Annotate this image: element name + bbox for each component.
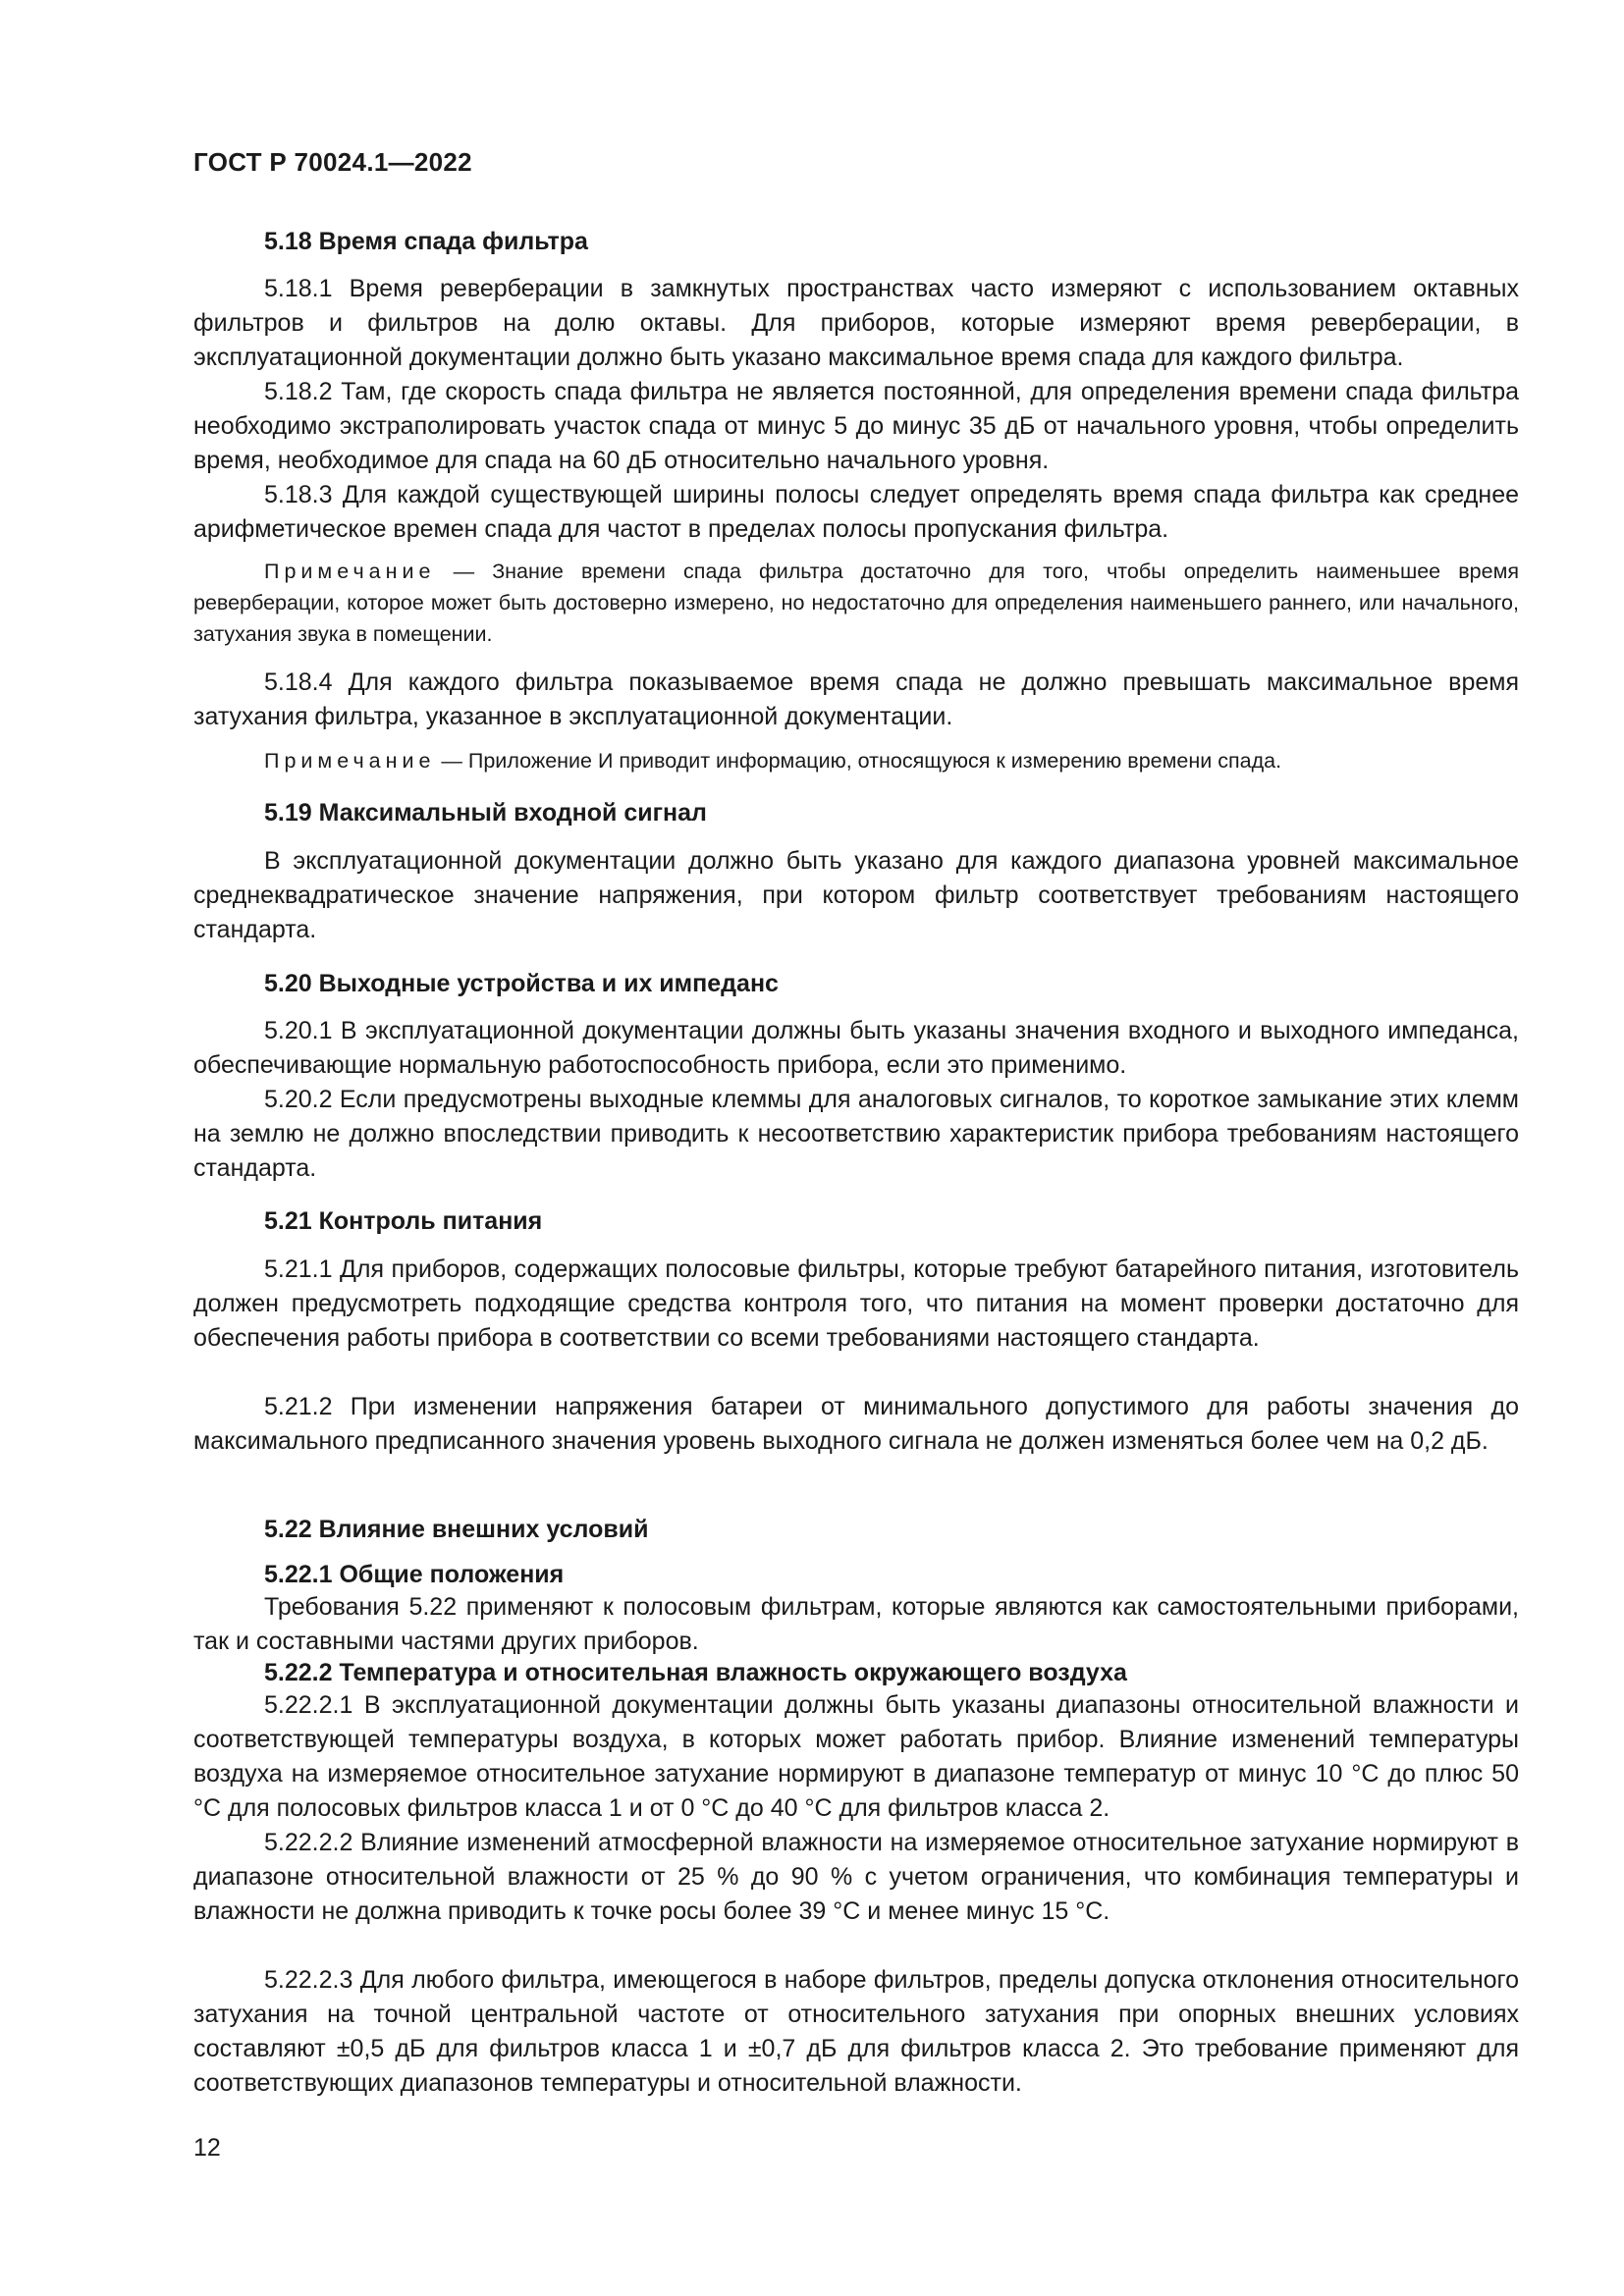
subsection-5-22-2-title: 5.22.2 Температура и относительная влажность окружающего воздуха — [264, 1659, 1127, 1686]
paragraph-5-21-2: 5.21.2 При изменении напряжения батареи от минимального допустимого для работы значения до максимального предписанного значения уровень выходного сигнала не должен изменяться более чем на 0,2 дБ. — [193, 1393, 1519, 1455]
section-5-18-title: 5.18 Время спада фильтра — [264, 228, 588, 255]
paragraph-5-18-1: 5.18.1 Время реверберации в замкнутых пространствах часто измеряют с использованием октавных фильтров и фильтров на долю октавы. Для приборов, которые измеряют время реверберации, в эксплуатационной документации должно быть указано максимальное время спада для каждого фильтра. — [193, 275, 1519, 371]
paragraph-5-22-2-2: 5.22.2.2 Влияние изменений атмосферной влажности на измеряемое относительное затухание нормируют в диапазоне относительной влажности от 25 % до 90 % с учетом ограничения, что комбинация температуры и влажности не должна приводить к точке росы более 39 °С и менее минус 15 °С. — [193, 1829, 1519, 1925]
document-header: ГОСТ Р 70024.1—2022 — [193, 147, 472, 177]
section-5-20-title: 5.20 Выходные устройства и их импеданс — [264, 970, 779, 997]
note-text: — Приложение И приводит информацию, относящуюся к измерению времени спада. — [435, 749, 1282, 773]
note-text: — Знание времени спада фильтра достаточно для того, чтобы определить наименьшее время реверберации, которое может быть достоверно измерено, но недостаточно для определения наименьшего раннего, или начального, затухания звука в помещении. — [193, 560, 1519, 646]
paragraph-5-22-2-1: 5.22.2.1 В эксплуатационной документации должны быть указаны диапазоны относительной влажности и соответствующей температуры воздуха, в которых может работать прибор. Влияние изменений температуры воздуха на измеряемое относительное затухание нормируют в диапазоне температур от минус 10 °С до плюс 50 °С для полосовых фильтров класса 1 и от 0 °С до 40 °С для фильтров класса 2. — [193, 1691, 1519, 1822]
section-5-21-title: 5.21 Контроль питания — [264, 1207, 543, 1235]
paragraph-5-19: В эксплуатационной документации должно быть указано для каждого диапазона уровней максимальное среднеквадратическое значение напряжения, при котором фильтр соответствует требованиям настоящего стандарта. — [193, 847, 1519, 943]
page-number: 12 — [193, 2134, 221, 2162]
paragraph-5-18-3: 5.18.3 Для каждой существующей ширины полосы следует определять время спада фильтра как среднее арифметическое времен спада для частот в пределах полосы пропускания фильтра. — [193, 481, 1519, 543]
paragraph-5-20-2: 5.20.2 Если предусмотрены выходные клеммы для аналоговых сигналов, то короткое замыкание этих клемм на землю не должно впоследствии приводить к несоответствию характеристик прибора требованиям настоящего стандарта. — [193, 1086, 1519, 1182]
paragraph-5-18-4: 5.18.4 Для каждого фильтра показываемое время спада не должно превышать максимальное время затухания фильтра, указанное в эксплуатационной документации. — [193, 668, 1519, 730]
paragraph-5-20-1: 5.20.1 В эксплуатационной документации должны быть указаны значения входного и выходного импеданса, обеспечивающие нормальную работоспособность прибора, если это применимо. — [193, 1017, 1519, 1079]
note-5-18-b — [193, 745, 1519, 776]
note-label: Примечание — [264, 560, 436, 583]
note-label: Примечание — [264, 749, 436, 773]
paragraph-5-18-2: 5.18.2 Там, где скорость спада фильтра не является постоянной, для определения времени спада фильтра необходимо экстраполировать участок спада от минус 5 до минус 35 дБ от начального уровня, чтобы определить время, необходимое для спада на 60 дБ относительно начального уровня. — [193, 378, 1519, 474]
note-5-18-a — [193, 556, 1519, 650]
paragraph-5-21-1: 5.21.1 Для приборов, содержащих полосовые фильтры, которые требуют батарейного питания, изготовитель должен предусмотреть подходящие средства контроля того, что питания на момент проверки достаточно для обеспечения работы прибора в соответствии со всеми требованиями настоящего стандарта. — [193, 1255, 1519, 1352]
paragraph-5-22-2-3: 5.22.2.3 Для любого фильтра, имеющегося в наборе фильтров, пределы допуска отклонения относительного затухания на точной центральной частоте от относительного затухания при опорных внешних условиях составляют ±0,5 дБ для фильтров класса 1 и ±0,7 дБ для фильтров класса 2. Это требование применяют для соответствующих диапазонов температуры и относительной влажности. — [193, 1966, 1519, 2097]
paragraph-5-22-1: Требования 5.22 применяют к полосовым фильтрам, которые являются как самостоятельными приборами, так и составными частями других приборов. — [193, 1593, 1519, 1655]
section-5-19-title: 5.19 Максимальный входной сигнал — [264, 799, 707, 827]
subsection-5-22-1-title: 5.22.1 Общие положения — [264, 1561, 565, 1588]
section-5-22-title: 5.22 Влияние внешних условий — [264, 1516, 649, 1543]
